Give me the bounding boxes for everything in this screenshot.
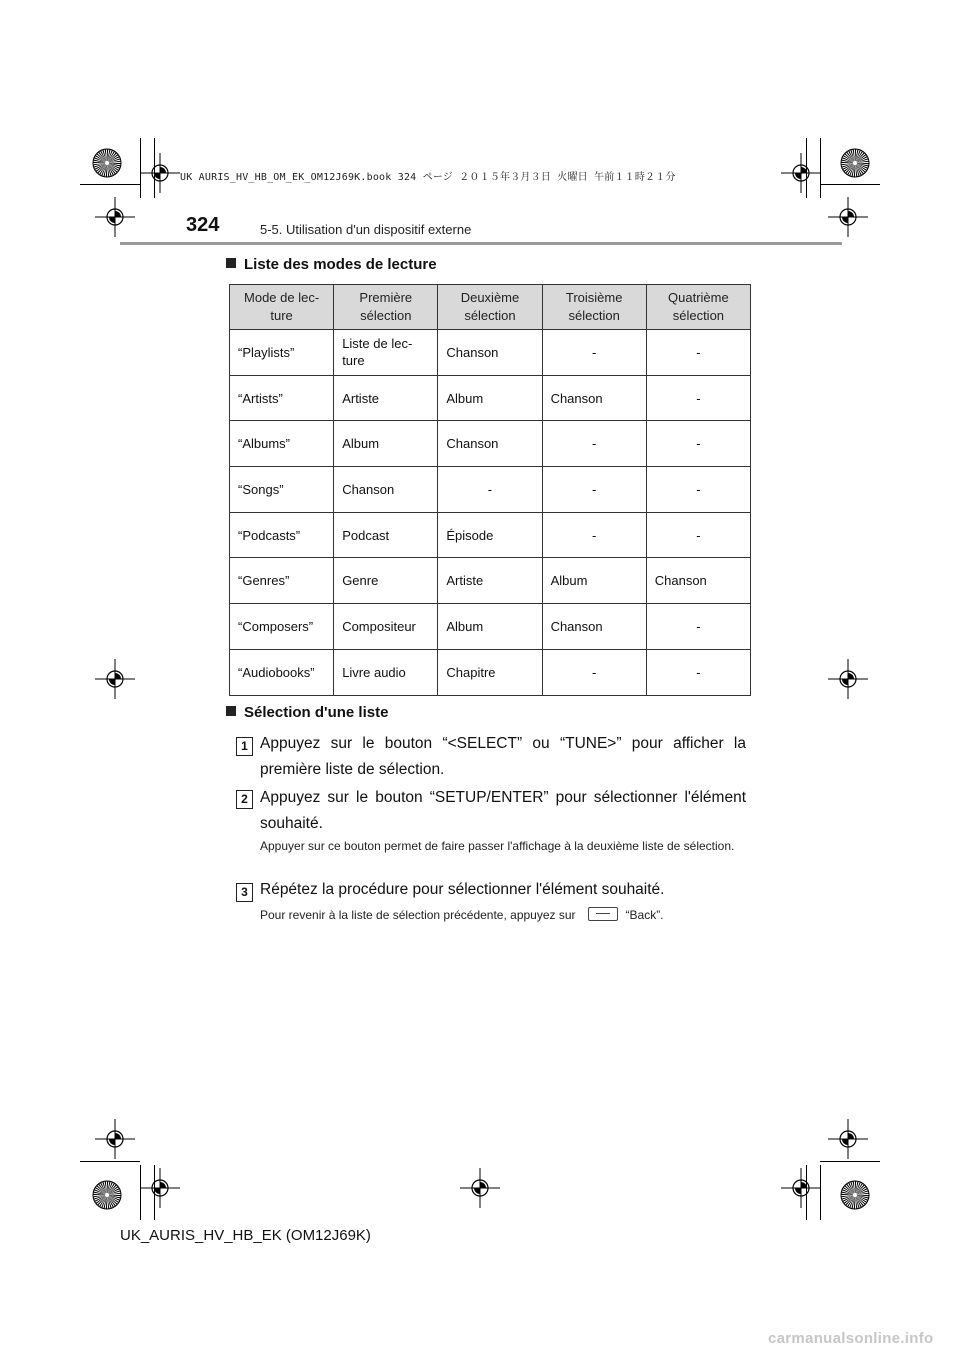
table-cell: Chanson (646, 558, 750, 604)
table-cell: - (542, 512, 646, 558)
crop-line (140, 1165, 141, 1220)
table-cell: Genre (334, 558, 438, 604)
table-cell: “Audiobooks” (230, 649, 334, 695)
crosshair-registration-icon (828, 659, 868, 699)
starburst-wheel-icon (835, 143, 875, 183)
column-header: Quatrième sélection (646, 285, 750, 330)
crop-line (140, 138, 141, 198)
page-number: 324 (186, 214, 220, 236)
table-cell: “Albums” (230, 421, 334, 467)
footer-code: UK_AURIS_HV_HB_EK (OM12J69K) (120, 1227, 371, 1244)
table-row (230, 604, 751, 650)
select-heading (226, 704, 388, 721)
table-cell: - (542, 649, 646, 695)
step-1-text: Appuyez sur le bouton “<SELECT” ou “TUNE>” pour afficher la première liste de sélection. (260, 735, 746, 778)
crosshair-registration-icon (95, 659, 135, 699)
table-cell: Artiste (334, 375, 438, 421)
table-cell: Chanson (542, 604, 646, 650)
table-cell: - (542, 330, 646, 376)
table-cell: Liste de lec- ture (334, 330, 438, 376)
step-number-3: 3 (236, 883, 253, 902)
table-cell: “Playlists” (230, 330, 334, 376)
back-button-icon (588, 907, 618, 921)
crosshair-registration-icon (781, 1168, 821, 1208)
table-row (230, 375, 751, 421)
table-cell: - (646, 330, 750, 376)
modes-heading-text: Liste des modes de lecture (244, 256, 437, 273)
step-2-note: Appuyer sur ce bouton permet de faire passer l'affichage à la deuxième liste de sélection. (260, 839, 735, 853)
column-header: Mode de lec- ture (230, 285, 334, 330)
table-cell: - (542, 421, 646, 467)
table-cell: Compositeur (334, 604, 438, 650)
watermark: carmanualsonline.info (768, 1330, 934, 1347)
column-header: Deuxième sélection (438, 285, 542, 330)
table-cell: “Songs” (230, 467, 334, 513)
table-row (230, 330, 751, 376)
crosshair-registration-icon (95, 1119, 135, 1159)
crosshair-registration-icon (460, 1168, 500, 1208)
crosshair-registration-icon (828, 197, 868, 237)
table-cell: Album (542, 558, 646, 604)
table-cell: - (646, 375, 750, 421)
table-row (230, 467, 751, 513)
table-cell: Chanson (542, 375, 646, 421)
table-cell: - (646, 421, 750, 467)
table-cell: “Artists” (230, 375, 334, 421)
modes-table (229, 284, 751, 696)
select-heading-text: Sélection d'une liste (244, 704, 389, 721)
step-2-text: Appuyez sur le bouton “SETUP/ENTER” pour sélectionner l'élément souhaité. (260, 789, 746, 832)
crop-line (820, 1165, 821, 1220)
table-cell: Album (334, 421, 438, 467)
step-3-text: Répétez la procédure pour sélectionner l'élément souhaité. (260, 881, 665, 898)
modes-heading (226, 256, 437, 273)
crosshair-registration-icon (781, 153, 821, 193)
crop-line (154, 1165, 155, 1220)
table-cell: “Genres” (230, 558, 334, 604)
table-cell: - (646, 604, 750, 650)
table-cell: Chanson (438, 421, 542, 467)
crop-line (820, 1161, 880, 1162)
square-bullet-icon (226, 258, 236, 268)
table-cell: Album (438, 604, 542, 650)
crop-line (820, 138, 821, 198)
crosshair-registration-icon (140, 1168, 180, 1208)
crop-line (80, 184, 140, 185)
table-row (230, 649, 751, 695)
book-info-line: UK AURIS_HV_HB_OM_EK_OM12J69K.book 324 ページ ２０１５年３月３日 火曜日 午前１１時２１分 (180, 172, 676, 183)
crop-line (820, 184, 880, 185)
square-bullet-icon (226, 706, 236, 716)
crop-line (80, 1161, 140, 1162)
table-cell: Chanson (438, 330, 542, 376)
table-cell: Chapitre (438, 649, 542, 695)
starburst-wheel-icon (835, 1175, 875, 1215)
table-row (230, 558, 751, 604)
table-cell: “Composers” (230, 604, 334, 650)
table-cell: - (438, 467, 542, 513)
step-number-2: 2 (236, 790, 253, 809)
table-cell: - (542, 467, 646, 513)
header-rule (120, 242, 842, 245)
crosshair-registration-icon (95, 197, 135, 237)
table-cell: Artiste (438, 558, 542, 604)
table-cell: Album (438, 375, 542, 421)
table-cell: Podcast (334, 512, 438, 558)
table-cell: “Podcasts” (230, 512, 334, 558)
table-row (230, 421, 751, 467)
crop-line (154, 138, 155, 198)
table-cell: - (646, 512, 750, 558)
table-cell: Épisode (438, 512, 542, 558)
crosshair-registration-icon (140, 153, 180, 193)
step-3-note (260, 905, 746, 925)
table-header-row (230, 285, 751, 330)
crop-line (806, 138, 807, 198)
starburst-wheel-icon (87, 143, 127, 183)
section-title: 5-5. Utilisation d'un dispositif externe (260, 222, 472, 237)
step-number-1: 1 (236, 737, 253, 756)
table-row (230, 512, 751, 558)
column-header: Première sélection (334, 285, 438, 330)
column-header: Troisième sélection (542, 285, 646, 330)
table-cell: Livre audio (334, 649, 438, 695)
table-cell: - (646, 649, 750, 695)
starburst-wheel-icon (87, 1175, 127, 1215)
table-cell: Chanson (334, 467, 438, 513)
table-cell: - (646, 467, 750, 513)
step-3-note-before: Pour revenir à la liste de sélection précédente, appuyez sur (260, 908, 576, 922)
step-3-note-after: “Back”. (625, 908, 664, 922)
crop-line (806, 1165, 807, 1220)
crosshair-registration-icon (828, 1119, 868, 1159)
